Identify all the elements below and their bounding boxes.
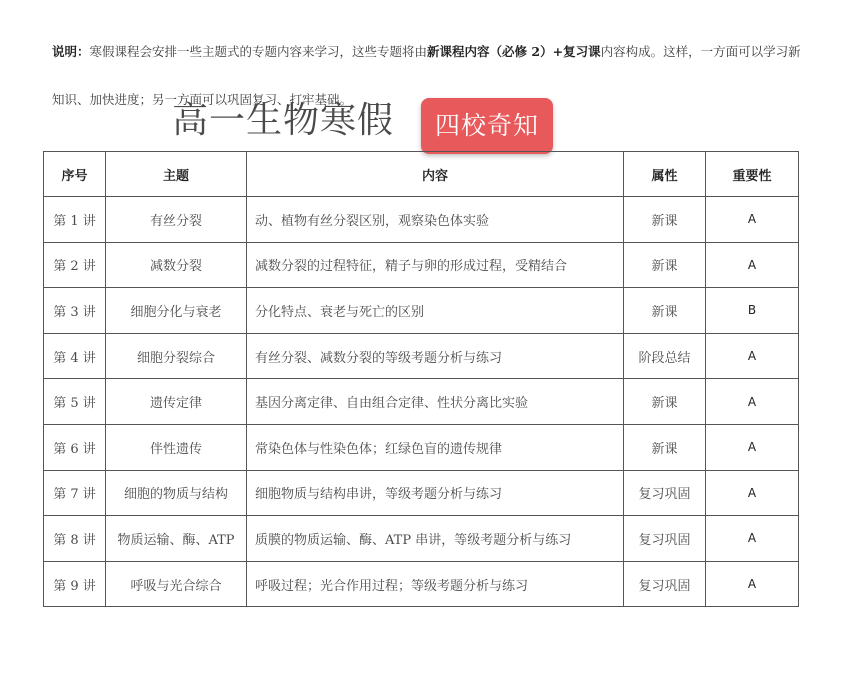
lesson-content: 分化特点、衰老与死亡的区别 (247, 288, 624, 334)
lesson-topic: 细胞的物质与结构 (106, 470, 247, 516)
lesson-type: 复习巩固 (624, 516, 706, 562)
table-row (44, 516, 799, 562)
lesson-topic: 减数分裂 (106, 242, 247, 288)
lesson-topic: 遗传定律 (106, 379, 247, 425)
brand-badge: 四校奇知 (421, 98, 553, 154)
lesson-type: 新课 (624, 424, 706, 470)
intro-text-2: 内容构成。这样，一方面可以学习新知识、加快进度；另一方面可以巩固复习、打牢基础。 (52, 44, 801, 107)
table-row (44, 561, 799, 607)
lesson-importance: B (706, 288, 799, 334)
lesson-importance: A (706, 379, 799, 425)
lesson-type: 新课 (624, 288, 706, 334)
table-row (44, 288, 799, 334)
header-importance: 重要性 (706, 152, 799, 197)
lesson-content: 细胞物质与结构串讲，等级考题分析与练习 (247, 470, 624, 516)
table-row (44, 197, 799, 243)
lesson-importance: A (706, 197, 799, 243)
lesson-topic: 伴性遗传 (106, 424, 247, 470)
lesson-type: 复习巩固 (624, 561, 706, 607)
table-row (44, 333, 799, 379)
lesson-importance: A (706, 470, 799, 516)
lesson-number: 第 6 讲 (44, 424, 106, 470)
lesson-importance: A (706, 242, 799, 288)
table-header-row (44, 152, 799, 197)
lesson-importance: A (706, 424, 799, 470)
table-row (44, 379, 799, 425)
lesson-content: 动、植物有丝分裂区别，观察染色体实验 (247, 197, 624, 243)
lesson-type: 新课 (624, 379, 706, 425)
course-table (43, 151, 799, 607)
intro-emphasis-review: 复习课 (563, 44, 601, 59)
lesson-content: 呼吸过程；光合作用过程；等级考题分析与练习 (247, 561, 624, 607)
lesson-content: 常染色体与性染色体；红绿色盲的遗传规律 (247, 424, 624, 470)
lesson-number: 第 1 讲 (44, 197, 106, 243)
lesson-number: 第 5 讲 (44, 379, 106, 425)
intro-emphasis-new-course: 新课程内容（必修 2） (427, 44, 553, 59)
header-number: 序号 (44, 152, 106, 197)
lesson-importance: A (706, 516, 799, 562)
lesson-topic: 有丝分裂 (106, 197, 247, 243)
lesson-type: 复习巩固 (624, 470, 706, 516)
table-row (44, 242, 799, 288)
lesson-topic: 呼吸与光合综合 (106, 561, 247, 607)
lesson-number: 第 7 讲 (44, 470, 106, 516)
page-title: 高一生物寒假 (172, 100, 395, 141)
intro-lead: 说明： (52, 44, 90, 59)
lesson-number: 第 2 讲 (44, 242, 106, 288)
lesson-importance: A (706, 561, 799, 607)
lesson-type: 新课 (624, 242, 706, 288)
intro-text-1: 寒假课程会安排一些主题式的专题内容来学习，这些专题将由 (89, 44, 428, 59)
lesson-type: 新课 (624, 197, 706, 243)
lesson-number: 第 4 讲 (44, 333, 106, 379)
lesson-number: 第 8 讲 (44, 516, 106, 562)
header-topic: 主题 (106, 152, 247, 197)
table-row (44, 470, 799, 516)
lesson-topic: 物质运输、酶、ATP (106, 516, 247, 562)
intro-plus: + (552, 44, 564, 59)
lesson-topic: 细胞分裂综合 (106, 333, 247, 379)
table-row (44, 424, 799, 470)
header-type: 属性 (624, 152, 706, 197)
lesson-content: 质膜的物质运输、酶、ATP 串讲，等级考题分析与练习 (247, 516, 624, 562)
lesson-content: 基因分离定律、自由组合定律、性状分离比实验 (247, 379, 624, 425)
header-content: 内容 (247, 152, 624, 197)
lesson-importance: A (706, 333, 799, 379)
lesson-number: 第 3 讲 (44, 288, 106, 334)
lesson-topic: 细胞分化与衰老 (106, 288, 247, 334)
lesson-content: 减数分裂的过程特征，精子与卵的形成过程，受精结合 (247, 242, 624, 288)
lesson-type: 阶段总结 (624, 333, 706, 379)
lesson-content: 有丝分裂、减数分裂的等级考题分析与练习 (247, 333, 624, 379)
lesson-number: 第 9 讲 (44, 561, 106, 607)
